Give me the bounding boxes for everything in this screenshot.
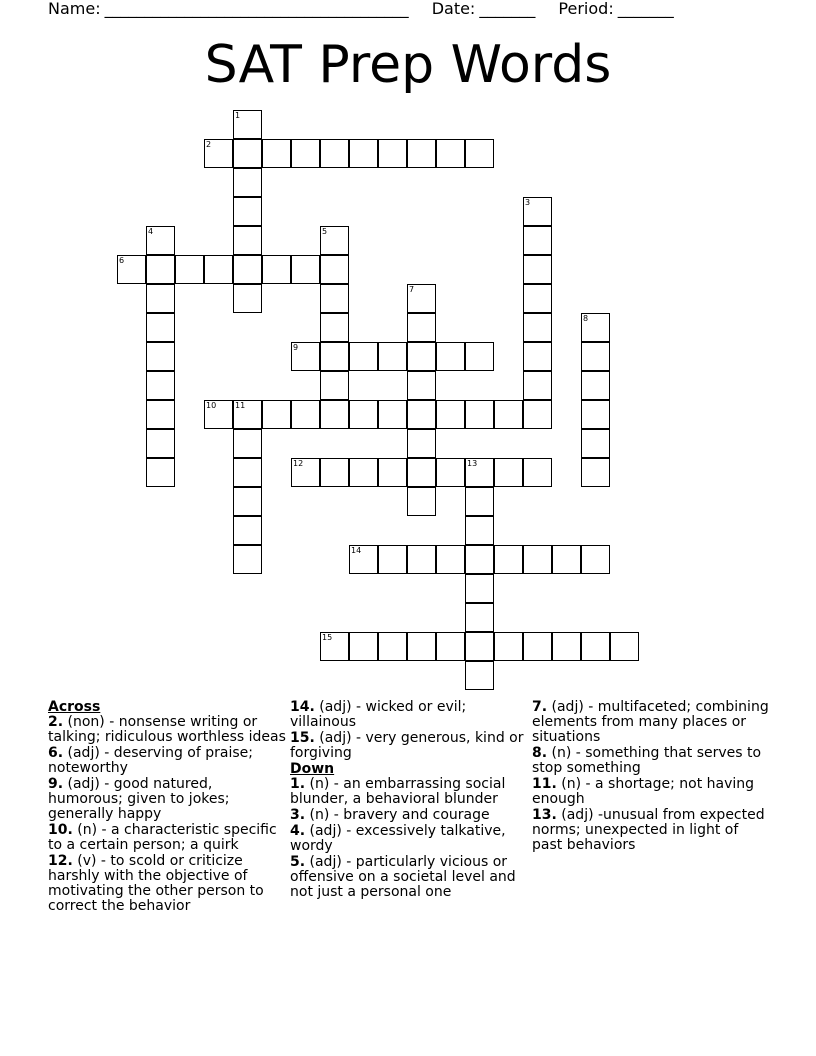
grid-cell[interactable] [233,284,262,313]
grid-cell[interactable] [146,400,175,429]
grid-cell[interactable] [291,342,320,371]
grid-cell[interactable] [494,458,523,487]
clue-number: 13 [467,459,478,468]
grid-cell[interactable] [436,632,465,661]
clue-down-5: 5. (adj) - particularly vicious or offensive on a societal level and not just a personal one [290,854,516,900]
grid-cell[interactable] [204,139,233,168]
grid-cell[interactable] [233,545,262,574]
grid-cell[interactable] [465,661,494,690]
grid-cell[interactable] [262,400,291,429]
grid-cell[interactable] [436,545,465,574]
grid-cell[interactable] [291,255,320,284]
grid-cell[interactable] [523,545,552,574]
grid-cell[interactable] [523,371,552,400]
grid-cell[interactable] [291,139,320,168]
clue-down-3: 3. (n) - bravery and courage [290,807,490,823]
grid-cell[interactable] [465,342,494,371]
grid-cell[interactable] [233,516,262,545]
grid-cell[interactable] [436,400,465,429]
grid-cell[interactable] [233,168,262,197]
grid-cell[interactable] [465,632,494,661]
grid-cell[interactable] [581,545,610,574]
clue-down-4: 4. (adj) - excessively talkative, wordy [290,823,506,854]
grid-cell[interactable] [407,313,436,342]
grid-cell[interactable] [407,371,436,400]
grid-cell[interactable] [465,545,494,574]
clue-number: 15 [322,633,333,642]
clue-down-1: 1. (n) - an embarrassing social blunder, a behavioral blunder [290,776,506,807]
grid-cell[interactable] [146,458,175,487]
grid-cell[interactable] [581,429,610,458]
grid-cell[interactable] [552,632,581,661]
clue-number: 1 [235,111,241,120]
grid-cell[interactable] [523,284,552,313]
clue-across-6: 6. (adj) - deserving of praise; noteworthy [48,745,253,776]
period-field[interactable]: _______ [617,0,674,18]
page-title: SAT Prep Words [204,35,612,95]
clue-number: 8 [583,314,589,323]
clue-across-15: 15. (adj) - very generous, kind or forgiving [290,730,524,761]
grid-cell[interactable] [349,545,378,574]
grid-cell[interactable] [610,632,639,661]
clue-across-2: 2. (non) - nonsense writing or talking; ridiculous worthless ideas [48,714,286,745]
grid-cell[interactable] [436,139,465,168]
grid-cell[interactable] [233,110,262,139]
grid-cell[interactable] [494,632,523,661]
date-label: Date: [431,0,476,18]
grid-cell[interactable] [552,545,581,574]
grid-cell[interactable] [233,400,262,429]
clue-number: 4 [148,227,154,236]
clue-number: 6 [119,256,125,265]
grid-cell[interactable] [291,400,320,429]
grid-cell[interactable] [523,255,552,284]
grid-cell[interactable] [233,226,262,255]
grid-cell[interactable] [233,429,262,458]
clue-across-14: 14. (adj) - wicked or evil; villainous [290,699,467,730]
clue-number: 2 [206,140,212,149]
grid-cell[interactable] [465,139,494,168]
clue-across-12: 12. (v) - to scold or criticize harshly with the objective of motivating the other person to correct the behavior [48,853,264,914]
grid-cell[interactable] [407,342,436,371]
clue-across-10: 10. (n) - a characteristic specific to a certain person; a quirk [48,822,277,853]
grid-cell[interactable] [581,400,610,429]
grid-cell[interactable] [233,139,262,168]
grid-cell[interactable] [378,342,407,371]
grid-cell[interactable] [581,458,610,487]
grid-cell[interactable] [233,487,262,516]
grid-cell[interactable] [407,545,436,574]
grid-cell[interactable] [523,226,552,255]
grid-cell[interactable] [233,458,262,487]
grid-cell[interactable] [320,400,349,429]
grid-cell[interactable] [378,400,407,429]
clue-down-13: 13. (adj) -unusual from expected norms; unexpected in light of past behaviors [532,807,765,853]
grid-cell[interactable] [320,458,349,487]
grid-cell[interactable] [378,458,407,487]
grid-cell[interactable] [465,458,494,487]
grid-cell[interactable] [349,400,378,429]
grid-cell[interactable] [233,197,262,226]
grid-cell[interactable] [204,400,233,429]
grid-cell[interactable] [407,429,436,458]
grid-cell[interactable] [146,429,175,458]
grid-cell[interactable] [494,545,523,574]
grid-cell[interactable] [349,632,378,661]
grid-cell[interactable] [523,400,552,429]
clue-number: 11 [235,401,246,410]
date-field[interactable]: _______ [479,0,536,18]
grid-cell[interactable] [378,632,407,661]
grid-cell[interactable] [378,139,407,168]
down-heading: Down [290,761,335,777]
name-label: Name: [48,0,101,18]
grid-cell[interactable] [581,632,610,661]
clue-number: 9 [293,343,299,352]
grid-cell[interactable] [378,545,407,574]
grid-cell[interactable] [349,342,378,371]
grid-cell[interactable] [523,458,552,487]
clue-down-8: 8. (n) - something that serves to stop something [532,745,762,776]
grid-cell[interactable] [262,255,291,284]
clues-column-2 [290,700,530,901]
grid-cell[interactable] [407,458,436,487]
grid-cell[interactable] [436,458,465,487]
grid-cell[interactable] [465,574,494,603]
grid-cell[interactable] [320,139,349,168]
clue-number: 7 [409,285,415,294]
grid-cell[interactable] [407,400,436,429]
grid-cell[interactable] [523,313,552,342]
grid-cell[interactable] [320,371,349,400]
grid-cell[interactable] [581,371,610,400]
grid-cell[interactable] [320,313,349,342]
grid-cell[interactable] [465,516,494,545]
grid-cell[interactable] [146,284,175,313]
grid-cell[interactable] [320,284,349,313]
grid-cell[interactable] [146,226,175,255]
grid-cell[interactable] [494,400,523,429]
grid-cell[interactable] [523,197,552,226]
grid-cell[interactable] [523,342,552,371]
name-field[interactable]: ______________________________________ [104,0,409,18]
clue-number: 3 [525,198,531,207]
grid-cell[interactable] [320,226,349,255]
grid-cell[interactable] [146,313,175,342]
clue-number: 5 [322,227,328,236]
grid-cell[interactable] [262,139,291,168]
clue-number: 12 [293,459,304,468]
grid-cell[interactable] [349,458,378,487]
grid-cell[interactable] [320,632,349,661]
period-label: Period: [558,0,614,18]
clue-down-7: 7. (adj) - multifaceted; combining elements from many places or situations [532,699,769,745]
grid-cell[interactable] [407,632,436,661]
grid-cell[interactable] [117,255,146,284]
grid-cell[interactable] [465,603,494,632]
grid-cell[interactable] [407,139,436,168]
clue-number: 14 [351,546,362,555]
grid-cell[interactable] [407,284,436,313]
grid-cell[interactable] [523,632,552,661]
clue-down-11: 11. (n) - a shortage; not having enough [532,776,755,807]
grid-cell[interactable] [465,487,494,516]
across-heading: Across [48,699,101,715]
clue-across-9: 9. (adj) - good natured, humorous; given to jokes; generally happy [48,776,230,822]
grid-cell[interactable] [581,342,610,371]
grid-cell[interactable] [320,255,349,284]
clues-column-1 [48,700,288,915]
clue-number: 10 [206,401,217,410]
grid-cell[interactable] [204,255,233,284]
grid-cell[interactable] [320,342,349,371]
grid-cell[interactable] [175,255,204,284]
grid-cell[interactable] [349,139,378,168]
grid-cell[interactable] [146,255,175,284]
grid-cell[interactable] [407,487,436,516]
grid-cell[interactable] [233,255,262,284]
grid-cell[interactable] [146,371,175,400]
grid-cell[interactable] [581,313,610,342]
grid-cell[interactable] [291,458,320,487]
clues-column-3 [532,700,772,854]
grid-cell[interactable] [436,342,465,371]
grid-cell[interactable] [146,342,175,371]
grid-cell[interactable] [465,400,494,429]
